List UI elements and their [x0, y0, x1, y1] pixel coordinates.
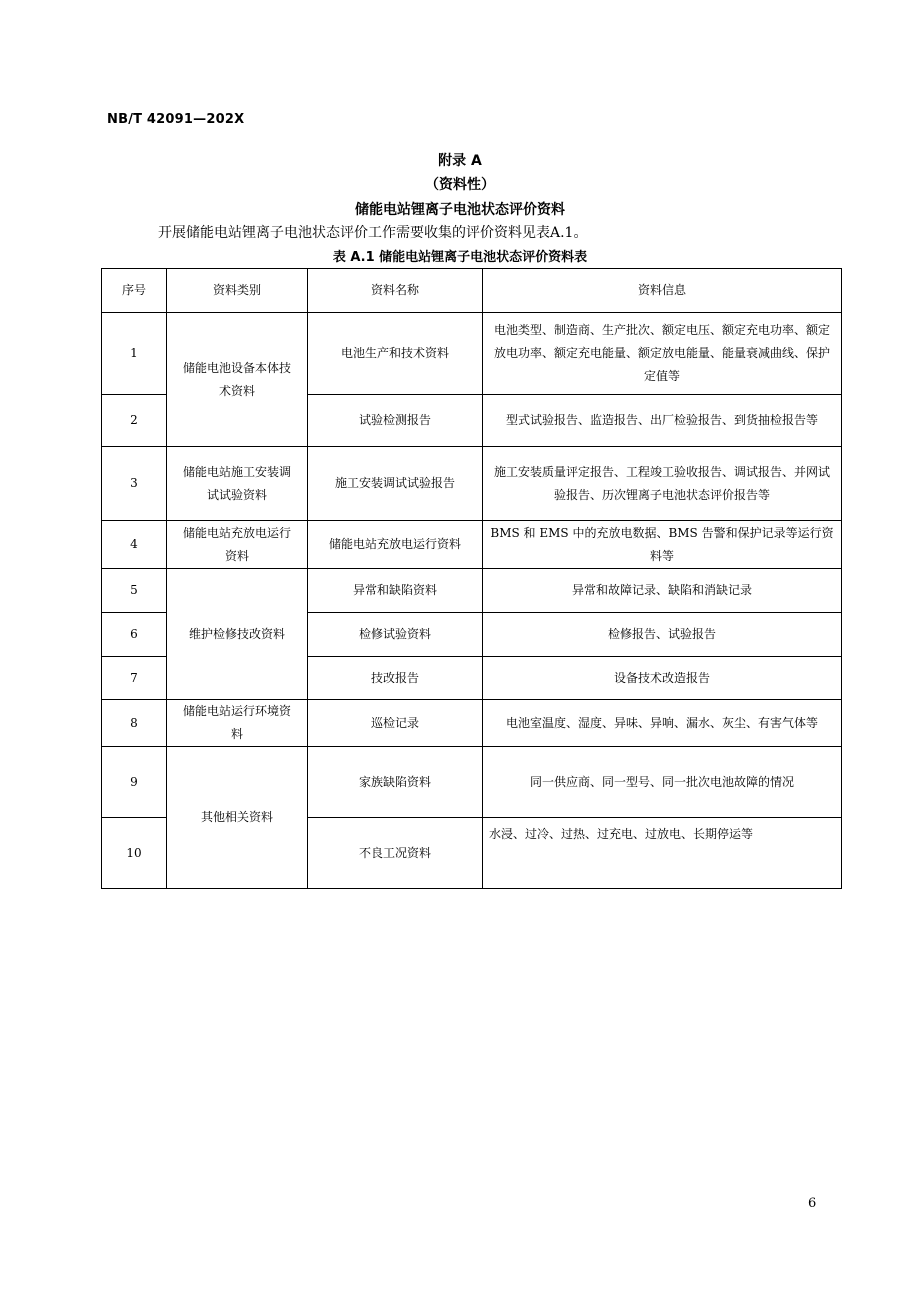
intro-paragraph: 开展储能电站锂离子电池状态评价工作需要收集的评价资料见表A.1。: [158, 225, 588, 241]
table-row: [102, 313, 842, 395]
appendix-nature: （资料性）: [425, 177, 495, 193]
header-name: 资料名称: [308, 269, 483, 313]
row-info: 水浸、过冷、过热、过充电、过放电、长期停运等: [483, 818, 842, 889]
row-info: BMS 和 EMS 中的充放电数据、BMS 告警和保护记录等运行资料等: [483, 521, 842, 569]
category-cell: 储能电站充放电运行资料: [167, 521, 308, 569]
row-seq: 8: [102, 700, 167, 747]
table-row: [102, 747, 842, 818]
category-cell: 储能电站运行环境资料: [167, 700, 308, 747]
header-info: 资料信息: [483, 269, 842, 313]
appendix-title: 储能电站锂离子电池状态评价资料: [355, 202, 565, 218]
row-seq: 4: [102, 521, 167, 569]
header-seq: 序号: [102, 269, 167, 313]
page-number: 6: [808, 1196, 817, 1211]
category-cell: 储能电站施工安装调试试验资料: [167, 447, 308, 521]
row-seq: 9: [102, 747, 167, 818]
row-name: 试验检测报告: [308, 395, 483, 447]
row-name: 电池生产和技术资料: [308, 313, 483, 395]
row-info: 同一供应商、同一型号、同一批次电池故障的情况: [483, 747, 842, 818]
row-seq: 2: [102, 395, 167, 447]
row-name: 技改报告: [308, 657, 483, 700]
category-cell: 维护检修技改资料: [167, 569, 308, 700]
header-category: 资料类别: [167, 269, 308, 313]
row-info: 电池室温度、湿度、异味、异响、漏水、灰尘、有害气体等: [483, 700, 842, 747]
row-name: 巡检记录: [308, 700, 483, 747]
row-info: 施工安装质量评定报告、工程竣工验收报告、调试报告、并网试验报告、历次锂离子电池状态评价报告等: [483, 447, 842, 521]
row-seq: 1: [102, 313, 167, 395]
row-info: 电池类型、制造商、生产批次、额定电压、额定充电功率、额定放电功率、额定充电能量、额定放电能量、能量衰减曲线、保护定值等: [483, 313, 842, 395]
appendix-label: 附录 A: [438, 153, 482, 169]
row-seq: 5: [102, 569, 167, 613]
category-cell: 其他相关资料: [167, 747, 308, 889]
table-header-row: [102, 269, 842, 313]
row-name: 家族缺陷资料: [308, 747, 483, 818]
row-name: 施工安装调试试验报告: [308, 447, 483, 521]
row-info: 异常和故障记录、缺陷和消缺记录: [483, 569, 842, 613]
table-row: [102, 700, 842, 747]
row-name: 不良工况资料: [308, 818, 483, 889]
row-name: 检修试验资料: [308, 613, 483, 657]
table-row: [102, 447, 842, 521]
row-seq: 6: [102, 613, 167, 657]
row-name: 储能电站充放电运行资料: [308, 521, 483, 569]
evaluation-data-table: [101, 268, 842, 889]
row-seq: 7: [102, 657, 167, 700]
row-seq: 10: [102, 818, 167, 889]
table-row: [102, 569, 842, 613]
table-row: [102, 521, 842, 569]
row-info: 检修报告、试验报告: [483, 613, 842, 657]
table-caption: 表 A.1 储能电站锂离子电池状态评价资料表: [332, 250, 588, 265]
row-seq: 3: [102, 447, 167, 521]
row-name: 异常和缺陷资料: [308, 569, 483, 613]
category-cell: 储能电池设备本体技术资料: [167, 313, 308, 447]
row-info: 设备技术改造报告: [483, 657, 842, 700]
standard-code: NB/T 42091—202X: [107, 112, 245, 127]
row-info: 型式试验报告、监造报告、出厂检验报告、到货抽检报告等: [483, 395, 842, 447]
